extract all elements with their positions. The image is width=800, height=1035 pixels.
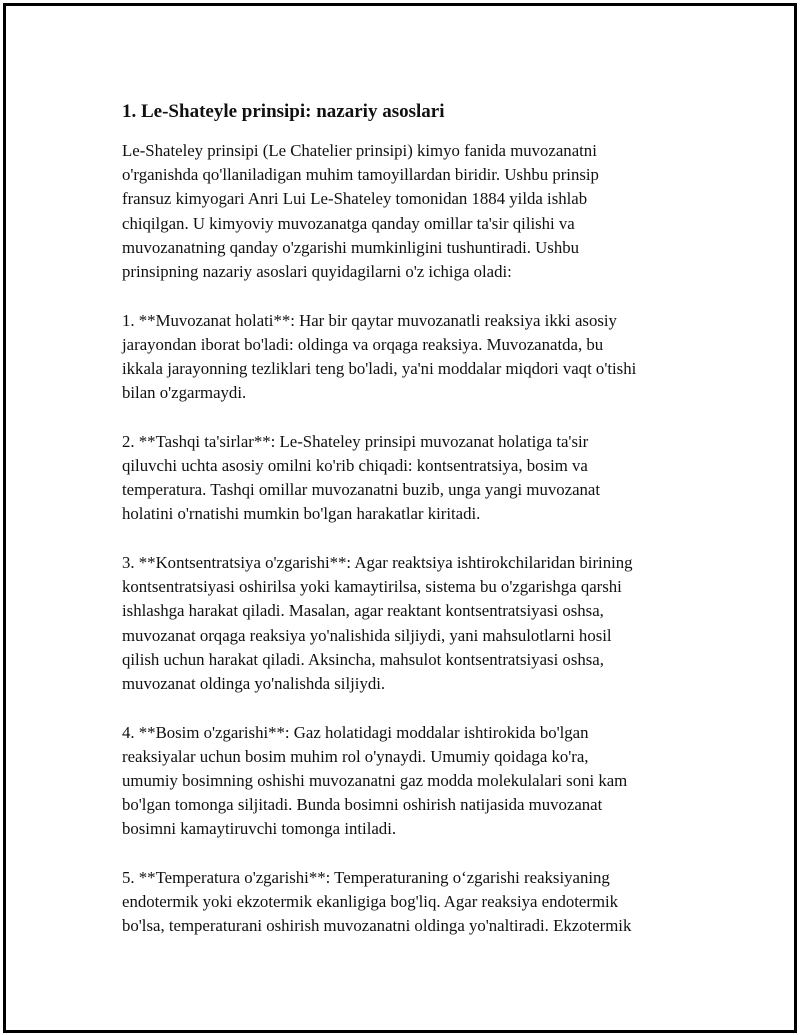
text-line: 1. **Muvozanat holati**: Har bir qaytar muvozanatli reaksiya ikki asosiy (122, 310, 617, 330)
text-line: endotermik yoki ekzotermik ekanligiga bog'liq. Agar reaksiya endotermik (122, 892, 619, 912)
text-line: muvozanat oldinga yo'nalishda siljiydi. (122, 674, 386, 694)
text-line: 5. **Temperatura o'zgarishi**: Temperaturaning o‘zgarishi reaksiyaning (122, 868, 610, 888)
text-line: temperatura. Tashqi omillar muvozanatni buzib, unga yangi muvozanat (122, 480, 601, 500)
text-line: umumiy bosimning oshishi muvozanatni gaz modda molekulalari soni kam (122, 771, 628, 791)
text-line: kontsentratsiyasi oshirilsa yoki kamaytirilsa, sistema bu o'zgarishga qarshi (122, 577, 622, 597)
text-line: 2. **Tashqi ta'sirlar**: Le-Shateley prinsipi muvozanat holatiga ta'sir (122, 431, 589, 451)
text-line: bo'lsa, temperaturani oshirish muvozanatni oldinga yo'naltiradi. Ekzotermik (122, 916, 632, 936)
paragraph-point-4 (122, 721, 702, 842)
text-line: muvozanatning qanday o'zgarishi mumkinligini tushuntiradi. Ushbu (122, 237, 579, 257)
text-line: 3. **Kontsentratsiya o'zgarishi**: Agar reaktsiya ishtirokchilaridan birining (122, 553, 633, 573)
text-line: bilan o'zgarmaydi. (122, 383, 247, 403)
text-line: jarayondan iborat bo'ladi: oldinga va orqaga reaksiya. Muvozanatda, bu (122, 334, 604, 354)
text-line: holatini o'rnatishi mumkin bo'lgan harakatlar kiritadi. (122, 504, 481, 524)
text-line: qiluvchi uchta asosiy omilni ko'rib chiqadi: kontsentratsiya, bosim va (122, 456, 588, 476)
text-line: fransuz kimyogari Anri Lui Le-Shateley tomonidan 1884 yilda ishlab (122, 189, 588, 209)
text-line: muvozanat orqaga reaksiya yo'nalishida siljiydi, yani mahsulotlarni hosil (122, 625, 612, 645)
paragraph-point-2 (122, 430, 702, 527)
text-line: chiqilgan. U kimyoviy muvozanatga qanday omillar ta'sir qilishi va (122, 213, 575, 233)
paragraph-point-3 (122, 551, 702, 696)
text-line: 4. **Bosim o'zgarishi**: Gaz holatidagi moddalar ishtirokida bo'lgan (122, 722, 589, 742)
text-line: ikkala jarayonning tezliklari teng bo'ladi, ya'ni moddalar miqdori vaqt o'tishi (122, 359, 637, 379)
paragraph-point-5 (122, 866, 702, 939)
text-line: qilish uchun harakat qiladi. Aksincha, mahsulot kontsentratsiyasi oshsa, (122, 649, 604, 669)
paragraph-intro (122, 139, 702, 284)
text-line: ishlashga harakat qiladi. Masalan, agar reaktant kontsentratsiyasi oshsa, (122, 601, 604, 621)
text-line: Le-Shateley prinsipi (Le Chatelier prinsipi) kimyo fanida muvozanatni (122, 141, 597, 160)
text-line: prinsipning nazariy asoslari quyidagilarni o'z ichiga oladi: (122, 262, 512, 282)
document-heading: 1. Le-Shateyle prinsipi: nazariy asoslari (122, 101, 445, 122)
document-body (122, 98, 702, 963)
page-frame (3, 3, 797, 1033)
text-line: o'rganishda qo'llaniladigan muhim tamoyillardan biridir. Ushbu prinsip (122, 165, 599, 185)
text-line: reaksiyalar uchun bosim muhim rol o'ynaydi. Umumiy qoidaga ko'ra, (122, 746, 589, 766)
text-line: bo'lgan tomonga siljitadi. Bunda bosimni oshirish natijasida muvozanat (122, 795, 603, 815)
paragraph-point-1 (122, 309, 702, 406)
text-line: bosimni kamaytiruvchi tomonga intiladi. (122, 819, 397, 839)
